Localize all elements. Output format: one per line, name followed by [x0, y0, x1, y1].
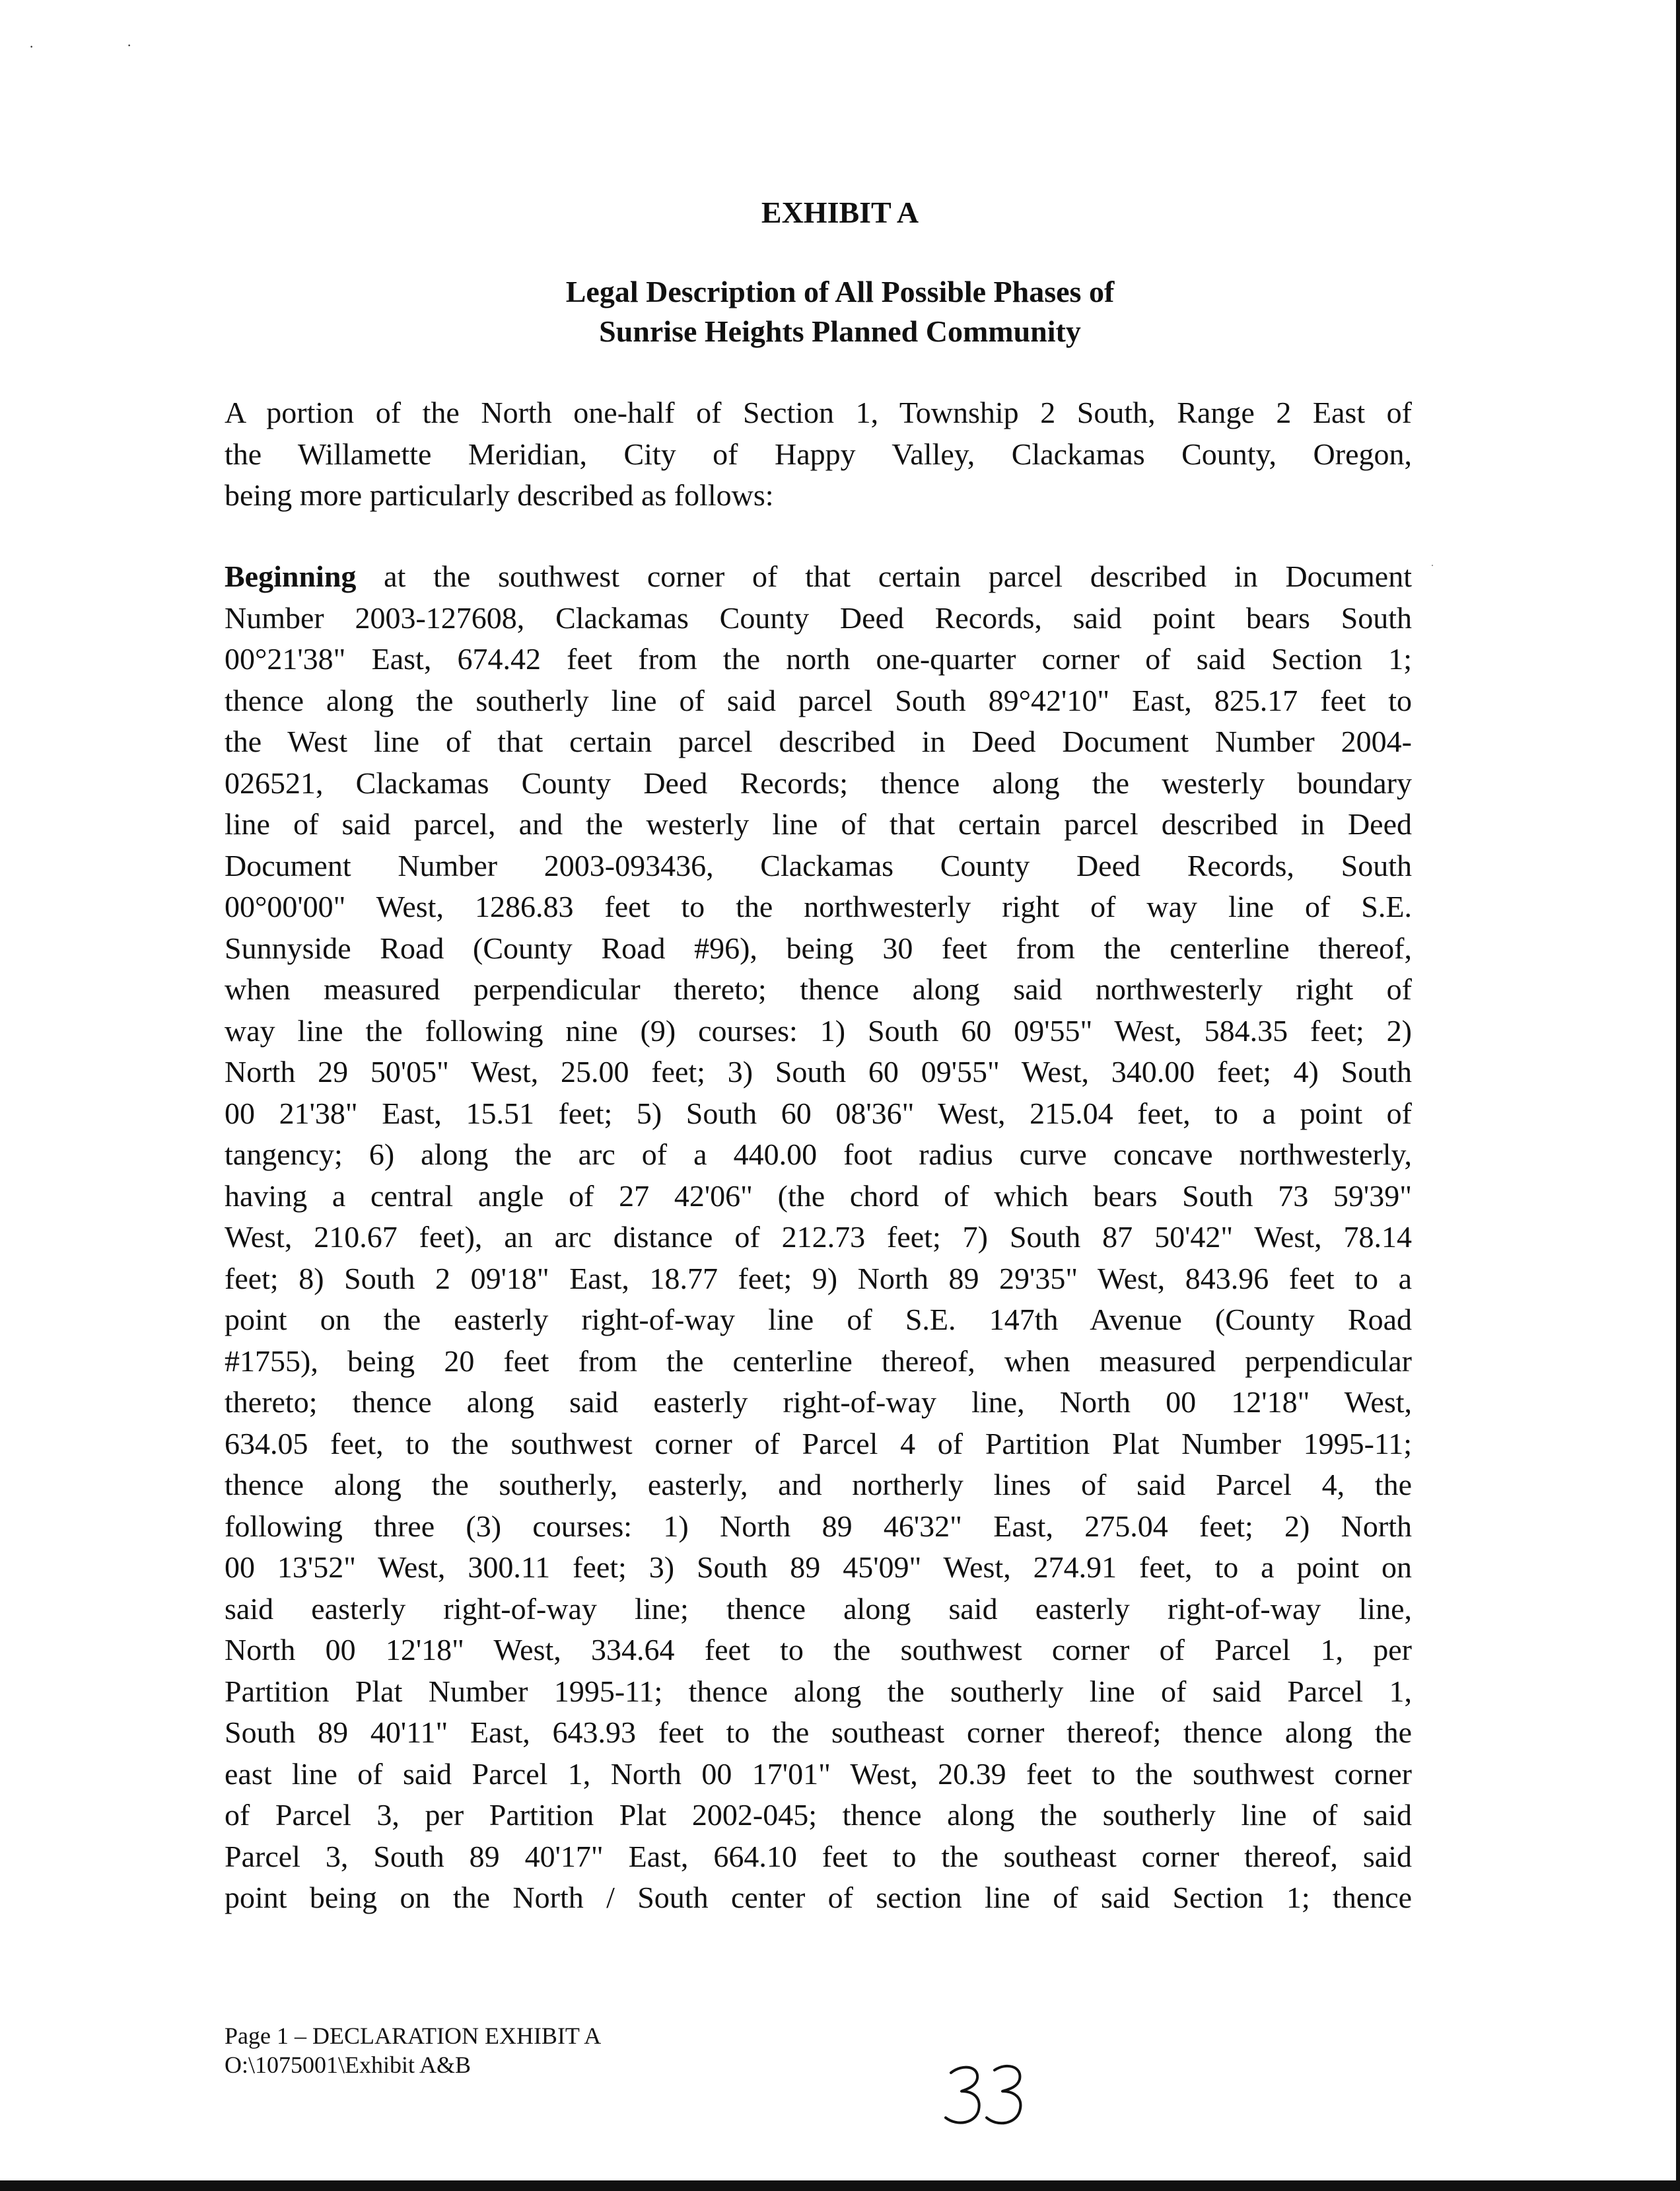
paragraph-line: thereto; thence along said easterly right-of-way line, North 00 12'18" West, [225, 1385, 1412, 1419]
paragraph-line: east line of said Parcel 1, North 00 17'01" West, 20.39 feet to the southwest corner [225, 1756, 1412, 1791]
paragraph-line: Number 2003-127608, Clackamas County Deed Records, said point bears South [225, 600, 1412, 635]
paragraph-line: having a central angle of 27 42'06" (the chord of which bears South 73 59'39" [225, 1178, 1412, 1213]
paragraph-line: Partition Plat Number 1995-11; thence along the southerly line of said Parcel 1, [225, 1674, 1412, 1708]
paragraph-line: 00°21'38" East, 674.42 feet from the north one-quarter corner of said Section 1; [225, 642, 1412, 676]
paragraph-line: the Willamette Meridian, City of Happy Valley, Clackamas County, Oregon, [225, 437, 1412, 471]
paragraph-line: of Parcel 3, per Partition Plat 2002-045; thence along the southerly line of said [225, 1798, 1412, 1832]
paragraph-line: A portion of the North one-half of Section 1, Township 2 South, Range 2 East of [225, 396, 1412, 429]
legal-description-paragraph [225, 556, 1412, 1919]
paragraph-line: tangency; 6) along the arc of a 440.00 foot radius curve concave northwesterly, [225, 1137, 1412, 1171]
paragraph-line: the West line of that certain parcel described in Deed Document Number 2004- [225, 725, 1412, 758]
paragraph-line: 00 13'52" West, 300.11 feet; 3) South 89 45'09" West, 274.91 feet, to a point on [225, 1550, 1412, 1584]
paragraph-line: when measured perpendicular thereto; thence along said northwesterly right of [225, 972, 1412, 1006]
handwritten-page-number [938, 2061, 1037, 2134]
exhibit-subtitle-line-2: Sunrise Heights Planned Community [599, 314, 1081, 348]
paragraph-line: #1755), being 20 feet from the centerline thereof, when measured perpendicular [225, 1344, 1412, 1378]
footer-file-path: O:\1075001\Exhibit A&B [225, 2052, 472, 2078]
paragraph-line-text: at the southwest corner of that certain parcel described in Document [356, 559, 1412, 593]
scan-speck: · [127, 37, 132, 54]
paragraph-line: feet; 8) South 2 09'18" East, 18.77 feet; 9) North 89 29'35" West, 843.96 feet to a [225, 1261, 1412, 1295]
paragraph-line: being more particularly described as follows: [225, 478, 774, 512]
scan-speck: · [1430, 559, 1434, 572]
paragraph-line: South 89 40'11" East, 643.93 feet to the southeast corner thereof; thence along the [225, 1715, 1412, 1749]
paragraph-line: Parcel 3, South 89 40'17" East, 664.10 feet to the southeast corner thereof, said [225, 1839, 1412, 1873]
paragraph-line: said easterly right-of-way line; thence along said easterly right-of-way line, [225, 1591, 1412, 1626]
paragraph-line [225, 556, 1412, 598]
scan-border-bottom [0, 2180, 1680, 2191]
paragraph-line: 026521, Clackamas County Deed Records; thence along the westerly boundary [225, 766, 1412, 800]
paragraph-line: following three (3) courses: 1) North 89 46'32" East, 275.04 feet; 2) North [225, 1509, 1412, 1543]
footer-page-label: Page 1 – DECLARATION EXHIBIT A [225, 2023, 602, 2049]
scan-speck: · [29, 38, 34, 55]
paragraph-line: way line the following nine (9) courses: 1) South 60 09'55" West, 584.35 feet; 2) [225, 1013, 1412, 1048]
paragraph-line: Document Number 2003-093436, Clackamas County Deed Records, South [225, 848, 1412, 882]
paragraph-line: thence along the southerly line of said parcel South 89°42'10" East, 825.17 feet to [225, 683, 1412, 717]
paragraph-line: North 29 50'05" West, 25.00 feet; 3) South 60 09'55" West, 340.00 feet; 4) South [225, 1055, 1412, 1089]
paragraph-line: thence along the southerly, easterly, and northerly lines of said Parcel 4, the [225, 1468, 1412, 1501]
paragraph-line: point on the easterly right-of-way line of S.E. 147th Avenue (County Road [225, 1303, 1412, 1336]
paragraph-line: line of said parcel, and the westerly line of that certain parcel described in Deed [225, 807, 1412, 841]
paragraph-line: 00 21'38" East, 15.51 feet; 5) South 60 08'36" West, 215.04 feet, to a point of [225, 1096, 1412, 1130]
paragraph-line: 634.05 feet, to the southwest corner of Parcel 4 of Partition Plat Number 1995-11; [225, 1426, 1412, 1460]
paragraph-line: North 00 12'18" West, 334.64 feet to the southwest corner of Parcel 1, per [225, 1633, 1412, 1667]
exhibit-title: EXHIBIT A [761, 196, 919, 229]
paragraph-line: West, 210.67 feet), an arc distance of 212.73 feet; 7) South 87 50'42" West, 78.14 [225, 1220, 1412, 1254]
beginning-lead-word: Beginning [225, 559, 357, 593]
paragraph-line: 00°00'00" West, 1286.83 feet to the northwesterly right of way line of S.E. [225, 890, 1412, 923]
paragraph-line: point being on the North / South center of section line of said Section 1; thence [225, 1881, 1412, 1914]
paragraph-line: Sunnyside Road (County Road #96), being 30 feet from the centerline thereof, [225, 931, 1412, 965]
exhibit-subtitle-line-1: Legal Description of All Possible Phases of [565, 275, 1115, 308]
intro-paragraph [225, 392, 1412, 517]
